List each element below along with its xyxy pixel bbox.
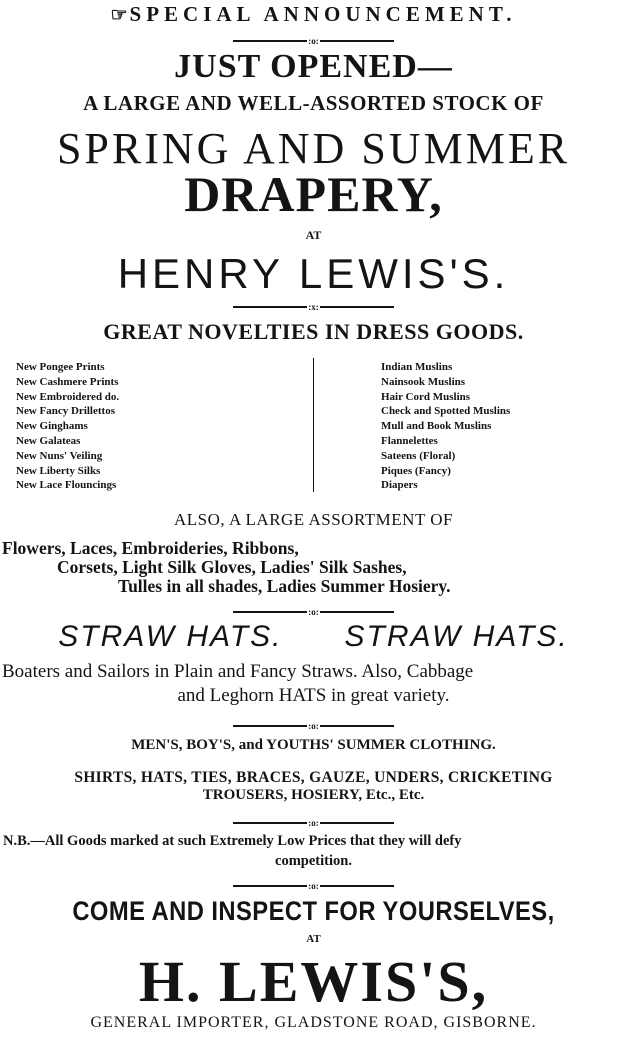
notice-line-1: N.B.—All Goods marked at such Extremely Low Prices that they will defy — [3, 833, 462, 849]
assortment-line-1: Flowers, Laces, Embroideries, Ribbons, — [2, 538, 299, 558]
list-item: New Fancy Drillettos — [16, 405, 115, 418]
list-item: Flannelettes — [381, 434, 438, 447]
address-line: GENERAL IMPORTER, GLADSTONE ROAD, GISBORNE. — [90, 1014, 537, 1031]
clothing-heading: MEN'S, BOY'S, and YOUTHS' SUMMER CLOTHING. — [131, 737, 496, 753]
drapery-heading: DRAPERY, — [184, 166, 443, 222]
straw-hats-right: STRAW HATS. — [344, 620, 569, 653]
list-item: New Ginghams — [16, 420, 88, 433]
novelties-left-list — [16, 360, 119, 493]
column-separator — [313, 358, 314, 492]
list-item: New Galateas — [16, 434, 81, 447]
divider-ornament: :o: — [0, 605, 627, 618]
list-item: Piques (Fancy) — [381, 464, 451, 477]
hats-line-2: and Leghorn HATS in great variety. — [177, 685, 450, 706]
just-opened-heading: JUST OPENED— — [174, 48, 453, 85]
assortment-line-3: Tulles in all shades, Ladies Summer Hosiery. — [118, 576, 451, 596]
list-item: Indian Muslins — [381, 361, 453, 373]
list-item: Nainsook Muslins — [381, 375, 466, 388]
list-item: New Cashmere Prints — [16, 375, 119, 388]
list-item: New Liberty Silks — [16, 464, 101, 477]
at-label: AT — [305, 228, 322, 242]
divider-ornament: :o: — [0, 719, 627, 732]
footer-store-name: H. LEWIS'S, — [138, 949, 489, 1014]
novelties-right-list — [381, 360, 510, 493]
divider-ornament: :o: — [0, 34, 627, 47]
notice-line-2: competition. — [275, 853, 352, 869]
list-item: Mull and Book Muslins — [381, 420, 492, 433]
novelties-heading: GREAT NOVELTIES IN DRESS GOODS. — [103, 319, 524, 344]
divider-ornament: :o: — [0, 879, 627, 892]
at-label: AT — [306, 933, 321, 945]
pointing-hand-icon: ☞ — [110, 5, 128, 26]
list-item: Hair Cord Muslins — [381, 390, 471, 403]
list-item: Check and Spotted Muslins — [381, 405, 511, 418]
list-item: Sateens (Floral) — [381, 449, 456, 462]
list-item: New Lace Flouncings — [16, 479, 117, 492]
list-item: New Nuns' Veiling — [16, 449, 103, 462]
clothing-line-1: SHIRTS, HATS, TIES, BRACES, GAUZE, UNDERS, CRICKETING — [74, 769, 553, 786]
announcement-heading — [0, 2, 627, 27]
stock-subheading: A LARGE AND WELL-ASSORTED STOCK OF — [83, 91, 544, 115]
divider-ornament: :o: — [0, 816, 627, 829]
hats-line-1: Boaters and Sailors in Plain and Fancy Straws. Also, Cabbage — [2, 661, 474, 682]
assortment-heading: ALSO, A LARGE ASSORTMENT OF — [173, 510, 454, 529]
spring-summer-heading: SPRING AND SUMMER — [56, 124, 571, 173]
list-item: Diapers — [381, 479, 418, 492]
list-item: New Pongee Prints — [16, 361, 105, 373]
straw-hats-heading — [0, 620, 627, 654]
assortment-line-2: Corsets, Light Silk Gloves, Ladies' Silk Sashes, — [57, 557, 407, 577]
divider-ornament: :x: — [0, 300, 627, 313]
clothing-line-2: TROUSERS, HOSIERY, Etc., Etc. — [202, 787, 425, 803]
list-item: New Embroidered do. — [16, 390, 120, 403]
announcement-text: SPECIAL ANNOUNCEMENT. — [129, 2, 517, 26]
inspect-heading: COME AND INSPECT FOR YOURSELVES, — [72, 896, 555, 926]
straw-hats-left: STRAW HATS. — [58, 620, 283, 653]
store-name-heading: HENRY LEWIS'S. — [117, 250, 510, 297]
